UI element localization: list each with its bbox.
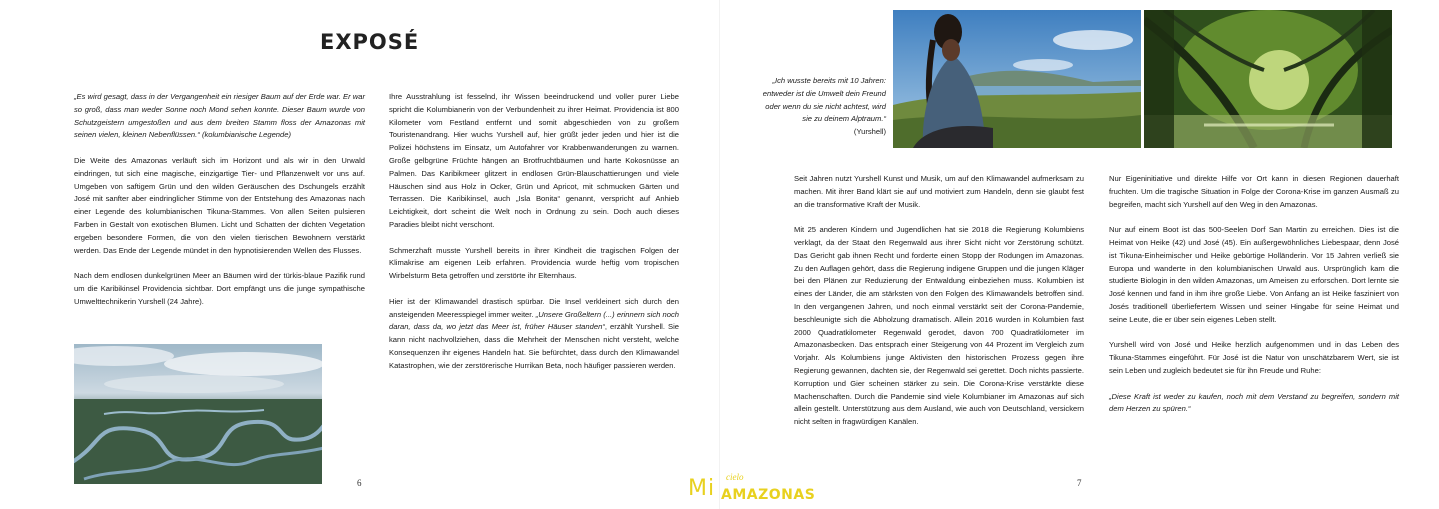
page-number-left: 6: [357, 478, 362, 488]
page-number-right: 7: [1077, 478, 1082, 488]
paragraph: Yurshell wird von José und Heike herzlich aufgenommen und in das Leben des Tikuna-Stammes eingeführt. Für José ist die Natur von unschätzbarem Wert, sie ist sein Leben und zugleich bedeutet sie für ihn Freude und Ruhe:: [1109, 340, 1399, 375]
right-column-2: [1109, 173, 1399, 429]
paragraph: Schmerzhaft musste Yurshell bereits in ihrer Kindheit die tragischen Folgen der Klimakrise am eigenen Leib erfahren. Providencia wurde heftig vom tropischen Wirbelsturm Beta getroffen und zerstörte ihr Elternhaus.: [389, 245, 679, 281]
legend-source: (kolumbianische Legende): [201, 130, 292, 140]
amazon-river-aerial-photo: [74, 344, 322, 484]
page-title: EXPOSÉ: [320, 30, 420, 54]
logo-amazonas: AMAZONAS: [721, 487, 816, 503]
yurshell-overlook-photo: [893, 10, 1141, 148]
paragraph: Nach dem endlosen dunkelgrünen Meer an Bäumen wird der türkis-blaue Pazifik rund um die Karibikinsel Providencia sichtbar. Dort empfängt uns die junge sympathische Umwelttechnikerin Yurshell (24 Jahre).: [74, 271, 365, 306]
page-gutter: [719, 0, 720, 509]
paragraph: Nur auf einem Boot ist das 500-Seelen Dorf San Martin zu erreichen. Dies ist die Heimat von Heike (42) und José (45). Ein außergewöhnliches Liebespaar, denn José ist Tikuna-Einheimischer und Heike gebürtige Holländerin. Vor 15 Jahren verließ sie Europa und wanderte in den kolumbianischen Urwald aus. Ursprünglich kam die studierte Biologin in den wilden Amazonas, um Ameisen zu erforschen. Dort lernte sie José kennen und fand in ihm ihre große Liebe. Von Anfang an ist Heike fasziniert von Josés traditionell überliefertem Wissen und seiner Hingabe für seine Heimat und seine Leute, die er über sein eigenes Leben stellt.: [1109, 225, 1399, 324]
paragraph: Mit 25 anderen Kindern und Jugendlichen hat sie 2018 die Regierung Kolumbiens verklagt, da der Staat den Regenwald aus ihrer Sicht nicht vor Zerstörung schützt. Das Gericht gab ihnen Recht und forderte einen Stopp der Rodungen im Amazonas. Zu den Auflagen gehört, dass die Regierung indigene Gruppen und die jungen Kläger bei den Plänen zur Reduzierung der Entwaldung einbeziehen muss. Kolumbien ist eines der Länder, die am stärksten von den Folgen des Klimawandels betroffen sind. In den vergangenen Jahren, und noch einmal verstärkt seit der Corona-Pandemie, beschleunigte sich die Abholzung dramatisch. Allein 2016 wurden in Kolumbien fast 2000 Quadratkilometer Regenwald gerodet, davon 700 Quadratkilometer im Amazonasbecken. Das entsprach einer Steigerung von 44 Prozent im Vergleich zum Vorjahr. Als Kolumbiens junge Aktivisten den historischen Prozess gegen ihre Regierung gewannen, dachten sie, der Regenwald sei gerettet. Doch nichts passierte. Korruption und Gier scheinen stärker zu sein. Die Corona-Krise verstärkte diese Machenschaften. Durch die Pandemie sind viele Kolumbianer im Amazonas auf sich allein gestellt. Unterstützung aus dem Ausland, wie auch von Deutschland, versickern nicht selten in fragwürdigen Kanälen.: [794, 225, 1084, 427]
paragraph: Hier ist der Klimawandel drastisch spürbar. Die Insel verkleinert sich durch den ansteigenden Meeresspiegel immer weiter. „Unsere Großeltern (...) erinnern sich noch daran, dass da, wo jetzt das Meer ist, früher Häuser standen“, erzählt Yurshell. Sie kann nicht nachvollziehen, dass die Mehrheit der Menschen nicht versteht, welche Konsequenzen ihr eigenes Handeln hat. Sie befürchtet, dass durch den Klimawandel Katastrophen, wie der zerstörerische Hurrikan Beta, noch häufiger passieren werden.: [389, 296, 679, 370]
jose-quote: „Diese Kraft ist weder zu kaufen, noch mit dem Verstand zu begreifen, sondern mit dem Herzen zu spüren.“: [1109, 391, 1399, 414]
left-column-2: [389, 91, 679, 385]
logo-mi: Mi: [688, 476, 716, 501]
inline-quote: „Unsere Großeltern (...) erinnern sich noch daran, dass da, wo jetzt das Meer ist, früher Häuser standen“: [389, 309, 679, 332]
paragraph: Nur Eigeninitiative und direkte Hilfe vor Ort kann in diesen Regionen dauerhaft fruchten. Um die tragische Situation in Folge der Corona-Krise im ganzen Ausmaß zu begreifen, macht sich Yurshell auf den Weg in den Amazonas.: [1109, 174, 1399, 209]
yurshell-quote: „Ich wusste bereits mit 10 Jahren: entweder ist die Umwelt dein Freund oder wenn du sie nicht achtest, wird sie zu deinem Alptraum.“ (Yurshell): [762, 76, 886, 137]
paragraph: Ihre Ausstrahlung ist fesselnd, ihr Wissen beeindruckend und voller purer Liebe spricht die Kolumbianerin von der Verbundenheit zu ihrer Heimat. Providencia ist 800 Kilometer vom Festland entfernt und somit abgeschieden von zu großem Touristenandrang. Hier wuchs Yurshell auf, hier grüßt jeder jeden und hier ist die Polizei höchstens im Einsatz, um Autofahrer vor Krabbenwanderungen zu warnen. Große gelbgrüne Früchte hängen an Brotfruchtbäumen und harte Kokosnüsse an Palmen. Das Karibikmeer glitzert in endlosen Grün-Blauschattierungen und viele Häuschen sind aus Holz in Ocker, Grün und Apricot, mit schmucken Gärten und Terrassen. Die Karibikinsel, auch „Isla Bonita“ genannt, verspricht auf Anhieb Leichtigkeit, dort scheint die Welt noch in Ordnung zu sein. Doch auch dieses Paradies bleibt nicht verschont.: [389, 92, 679, 229]
mi-cielo-amazonas-logo: [688, 470, 816, 504]
logo-cielo: cielo: [726, 472, 744, 482]
right-column-1: [794, 173, 1084, 442]
legend-quote: „Es wird gesagt, dass in der Vergangenheit ein riesiger Baum auf der Erde war. Er war so groß, dass man weder Sonne noch Mond sehen konnte. Dieser Baum wurde von Schutzgeistern umgestoßen und aus dem breiten Stamm floss der Amazonas mit seinen vielen, kleinen Nebenflüssen.“ (kolumbianische Legende): [74, 92, 365, 140]
jungle-river-photo: [1144, 10, 1392, 148]
left-column-1: [74, 91, 365, 321]
quote-source: (Yurshell): [853, 127, 886, 137]
paragraph: Seit Jahren nutzt Yurshell Kunst und Musik, um auf den Klimawandel aufmerksam zu machen. Mit ihrer Band klärt sie auf und motiviert zum Handeln, denn sie glaubt fest an die transformative Kraft der Musik.: [794, 174, 1084, 209]
paragraph: Die Weite des Amazonas verläuft sich im Horizont und als wir in den Urwald eindringen, tut sich eine magische, einzigartige Tier- und Pflanzenwelt vor uns auf. Umgeben von saftigem Grün und den wilden Geräuschen des Dschungels erzählt José mit sanfter aber eindringlicher Stimme von der Entstehung des Amazonas nach einer Legende des kolumbianischen Tikuna-Stammes. Von allen Seiten pulsieren Farben in Gestalt von exotischen Blumen. Licht und Schatten der dichten Vegetation ergeben besondere Formen, die von den vielen tierischen Bewohnern verstärkt werden. Das Ende der Legende mündet in den hypnotisierenden Wellen des Flusses.: [74, 155, 365, 255]
